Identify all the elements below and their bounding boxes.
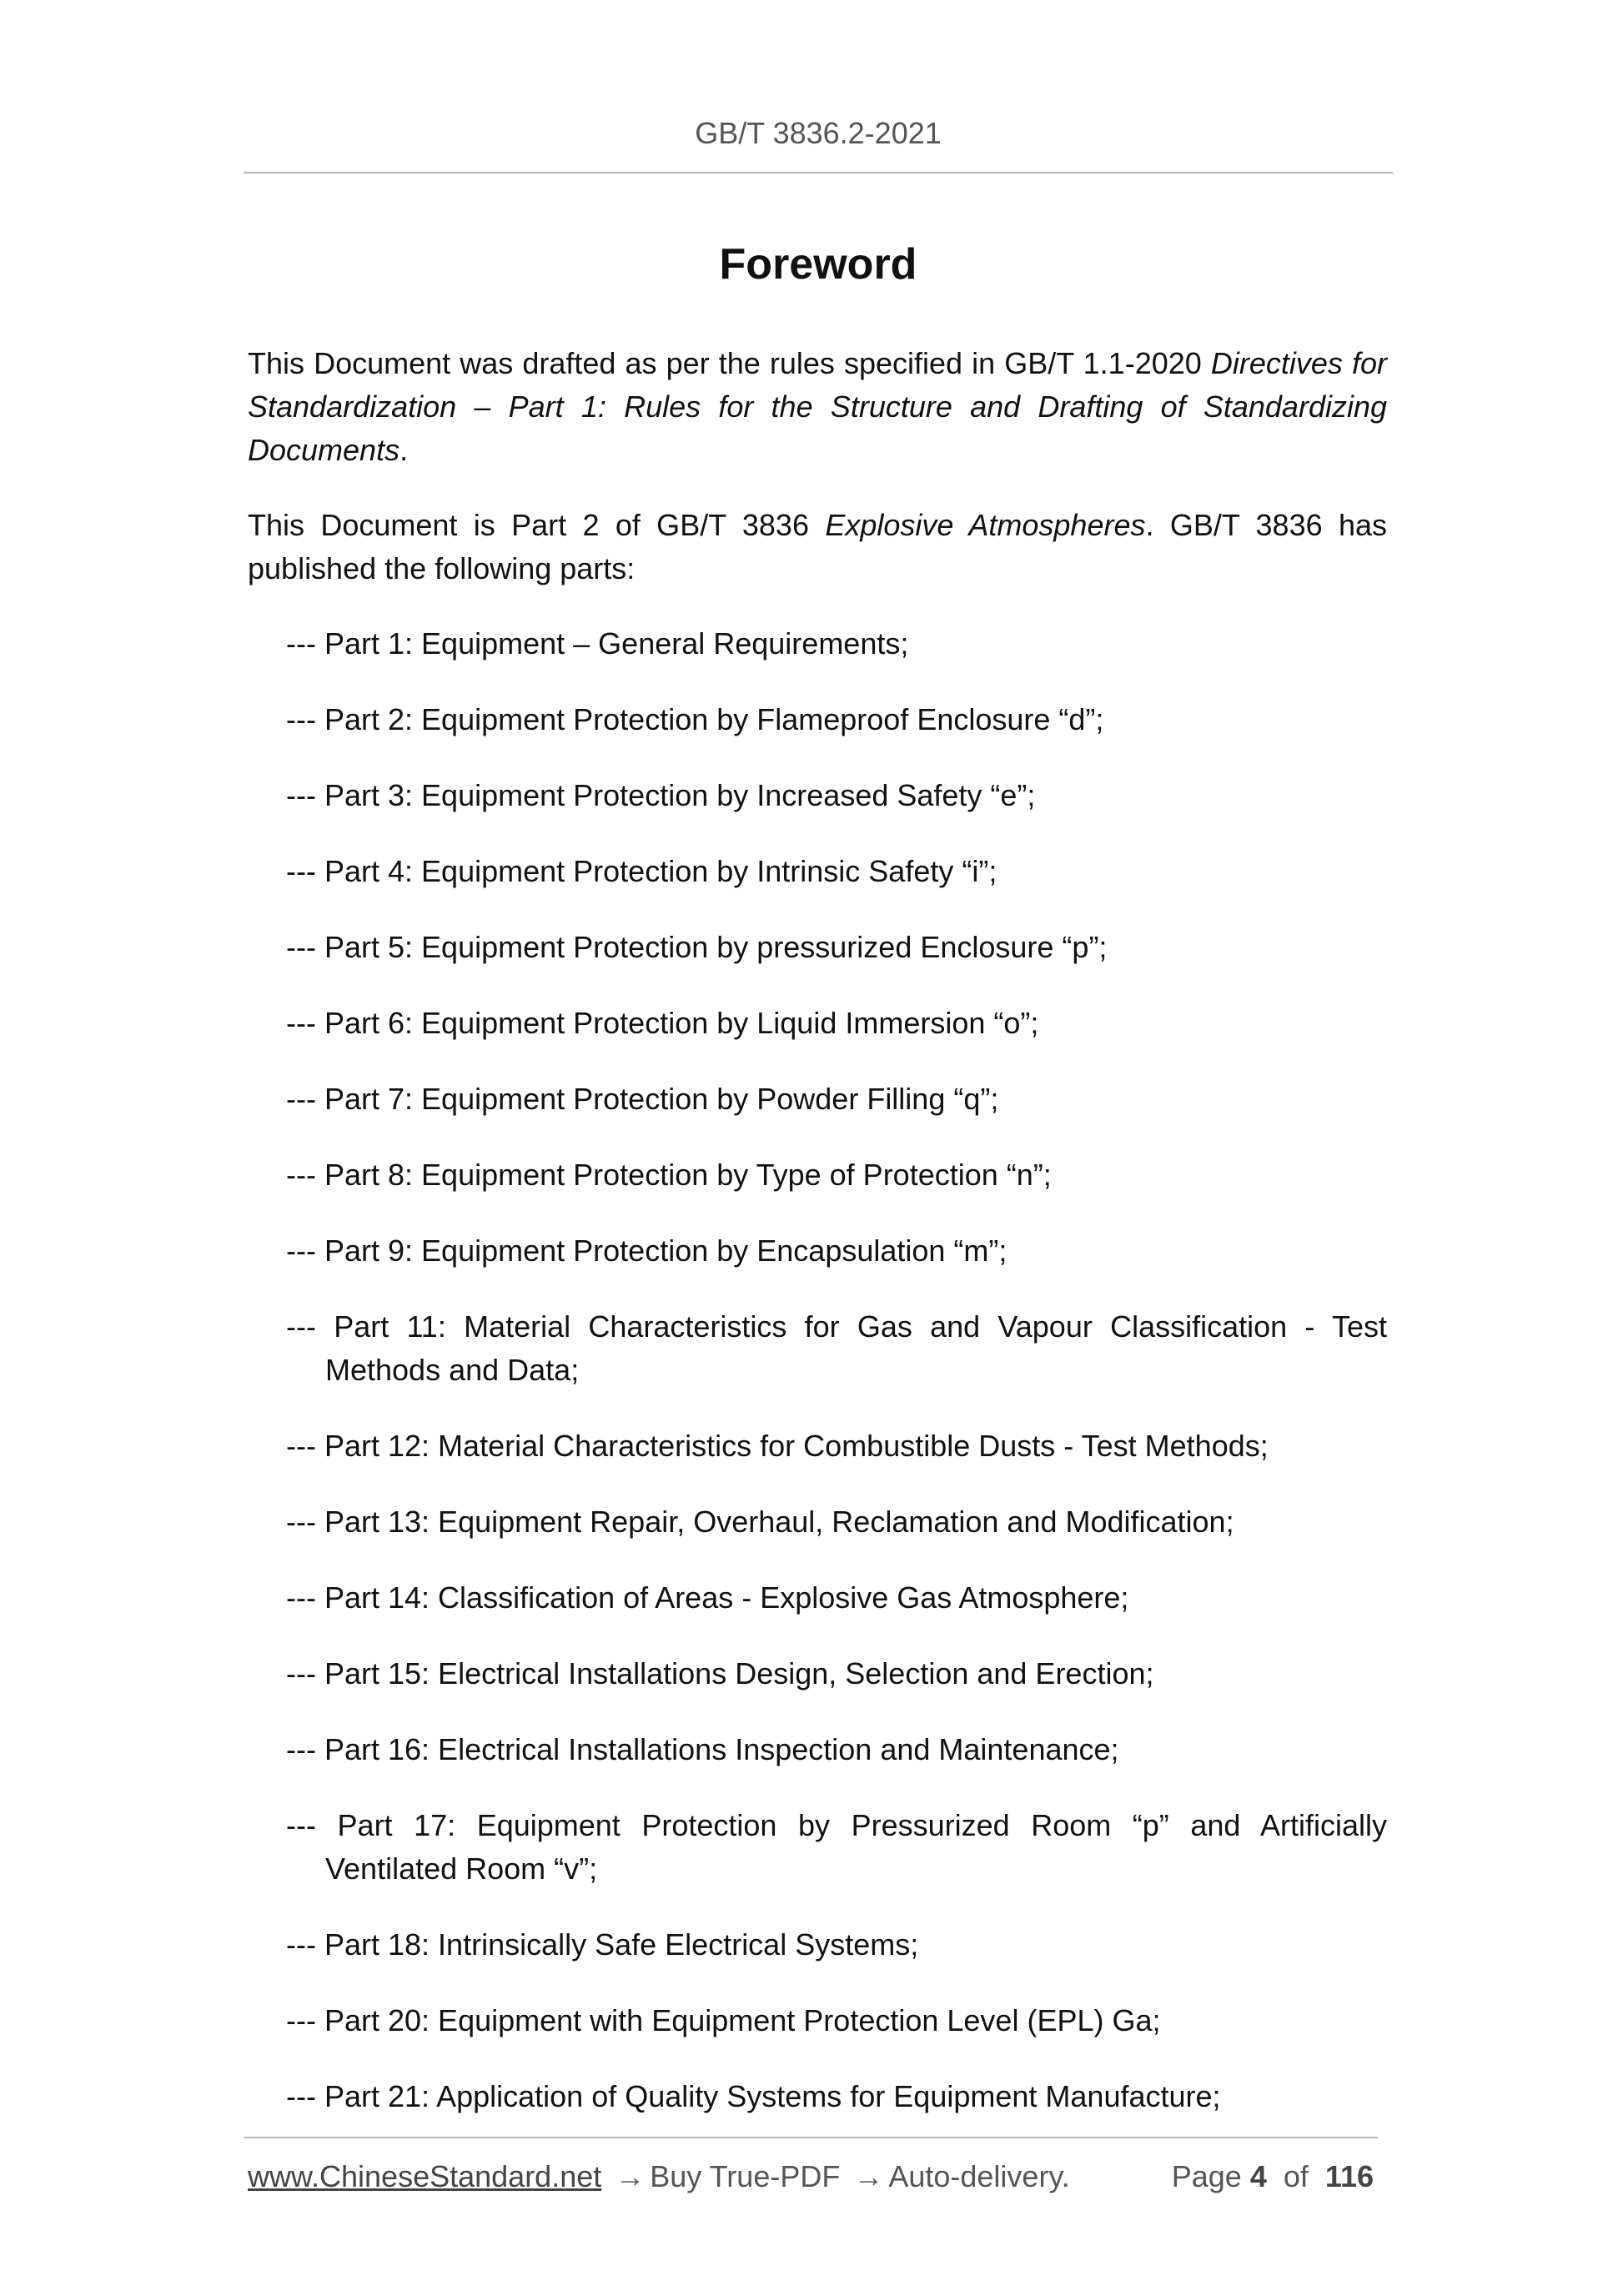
list-dash-prefix: --- (286, 1006, 316, 1040)
list-dash-prefix: --- (286, 702, 316, 736)
list-dash-prefix: --- (286, 1158, 316, 1192)
part-title: Part 8: Equipment Protection by Type of Protection “n”; (324, 1158, 1052, 1192)
list-item (248, 622, 1387, 666)
paragraph-text: This Document was drafted as per the rules specified in GB/T 1.1-2020 (248, 346, 1211, 380)
list-item (248, 1305, 1387, 1392)
list-item (248, 1078, 1387, 1121)
header-divider (244, 172, 1393, 173)
paragraph-text: . GB/T 3836 has published the following parts: (248, 508, 1388, 585)
buy-pdf-text: Buy True-PDF (650, 2159, 841, 2193)
part-title: Part 11: Material Characteristics for Gas and Vapour Classification - Test Methods and Data; (325, 1309, 1387, 1387)
list-dash-prefix: --- (286, 930, 316, 964)
list-dash-prefix: --- (286, 854, 316, 888)
list-item (248, 1652, 1387, 1696)
list-dash-prefix: --- (286, 2079, 316, 2113)
part-title: Part 12: Material Characteristics for Combustible Dusts - Test Methods; (324, 1429, 1269, 1463)
part-title: Part 16: Electrical Installations Inspection and Maintenance; (324, 1732, 1119, 1766)
part-title: Part 9: Equipment Protection by Encapsulation “m”; (324, 1233, 1007, 1268)
page-label: Page (1171, 2159, 1242, 2193)
part-title: Part 21: Application of Quality Systems for Equipment Manufacture; (324, 2079, 1221, 2113)
part-title: Part 5: Equipment Protection by pressurized Enclosure “p”; (324, 930, 1108, 964)
list-dash-prefix: --- (286, 626, 316, 661)
website-link[interactable]: www.ChineseStandard.net (248, 2159, 602, 2193)
list-dash-prefix: --- (286, 1505, 316, 1539)
parts-list (248, 622, 1387, 2118)
right-arrow-icon: → (615, 2159, 646, 2193)
list-item (248, 1804, 1387, 1891)
current-page-number: 4 (1249, 2159, 1267, 2193)
part-title: Part 18: Intrinsically Safe Electrical Systems; (324, 1927, 919, 1962)
part-title: Part 7: Equipment Protection by Powder Filling “q”; (324, 1082, 999, 1116)
list-item (248, 698, 1387, 741)
paragraph-text: . (399, 433, 409, 467)
list-item (248, 1576, 1387, 1620)
list-dash-prefix: --- (286, 1429, 316, 1463)
list-item (248, 1500, 1387, 1544)
part-title: Part 17: Equipment Protection by Pressurized Room “p” and Artificially Ventilated Room “v”; (325, 1808, 1387, 1886)
of-label: of (1283, 2159, 1309, 2193)
list-item (248, 850, 1387, 893)
part-title: Part 15: Electrical Installations Design, Selection and Erection; (324, 1656, 1154, 1691)
list-dash-prefix: --- (286, 2003, 316, 2037)
list-dash-prefix: --- (286, 1580, 316, 1615)
drafting-rules-paragraph (248, 342, 1387, 472)
list-dash-prefix: --- (286, 1927, 316, 1962)
list-dash-prefix: --- (286, 1808, 316, 1842)
document-code-header: GB/T 3836.2-2021 (695, 116, 942, 150)
list-item (248, 1728, 1387, 1771)
list-item (248, 1424, 1387, 1468)
list-item (248, 1923, 1387, 1967)
part-title: Part 14: Classification of Areas - Explosive Gas Atmosphere; (324, 1580, 1129, 1615)
list-item (248, 2075, 1387, 2118)
page-title: Foreword (719, 240, 917, 289)
total-pages: 116 (1324, 2159, 1374, 2193)
list-item (248, 1229, 1387, 1273)
list-dash-prefix: --- (286, 1233, 316, 1268)
footer-divider (244, 2137, 1378, 2138)
series-paragraph (248, 504, 1387, 590)
part-title: Part 13: Equipment Repair, Overhaul, Reclamation and Modification; (324, 1505, 1234, 1539)
list-dash-prefix: --- (286, 1082, 316, 1116)
list-item (248, 1002, 1387, 1045)
list-item (248, 774, 1387, 817)
list-item (248, 926, 1387, 969)
right-arrow-icon: → (853, 2159, 884, 2193)
directive-title: Directives for Standardization – Part 1: Rules for the Structure and Drafting of Standardizing Documents (248, 346, 1387, 467)
list-item (248, 1999, 1387, 2042)
part-title: Part 3: Equipment Protection by Increased Safety “e”; (324, 778, 1036, 812)
auto-delivery-text: Auto-delivery. (888, 2159, 1070, 2193)
page-footer (248, 2158, 1382, 2196)
part-title: Part 6: Equipment Protection by Liquid Immersion “o”; (324, 1006, 1039, 1040)
page-counter (1172, 2158, 1374, 2196)
paragraph-text: This Document is Part 2 of GB/T 3836 (248, 508, 826, 542)
list-dash-prefix: --- (286, 1656, 316, 1691)
list-dash-prefix: --- (286, 778, 316, 812)
list-dash-prefix: --- (286, 1309, 316, 1344)
series-title: Explosive Atmospheres (825, 508, 1146, 542)
part-title: Part 1: Equipment – General Requirements; (324, 626, 909, 661)
part-title: Part 2: Equipment Protection by Flameproof Enclosure “d”; (324, 702, 1104, 736)
list-dash-prefix: --- (286, 1732, 316, 1766)
list-item (248, 1153, 1387, 1197)
part-title: Part 20: Equipment with Equipment Protection Level (EPL) Ga; (324, 2003, 1161, 2037)
foreword-body (248, 342, 1387, 2151)
part-title: Part 4: Equipment Protection by Intrinsic Safety “i”; (324, 854, 997, 888)
